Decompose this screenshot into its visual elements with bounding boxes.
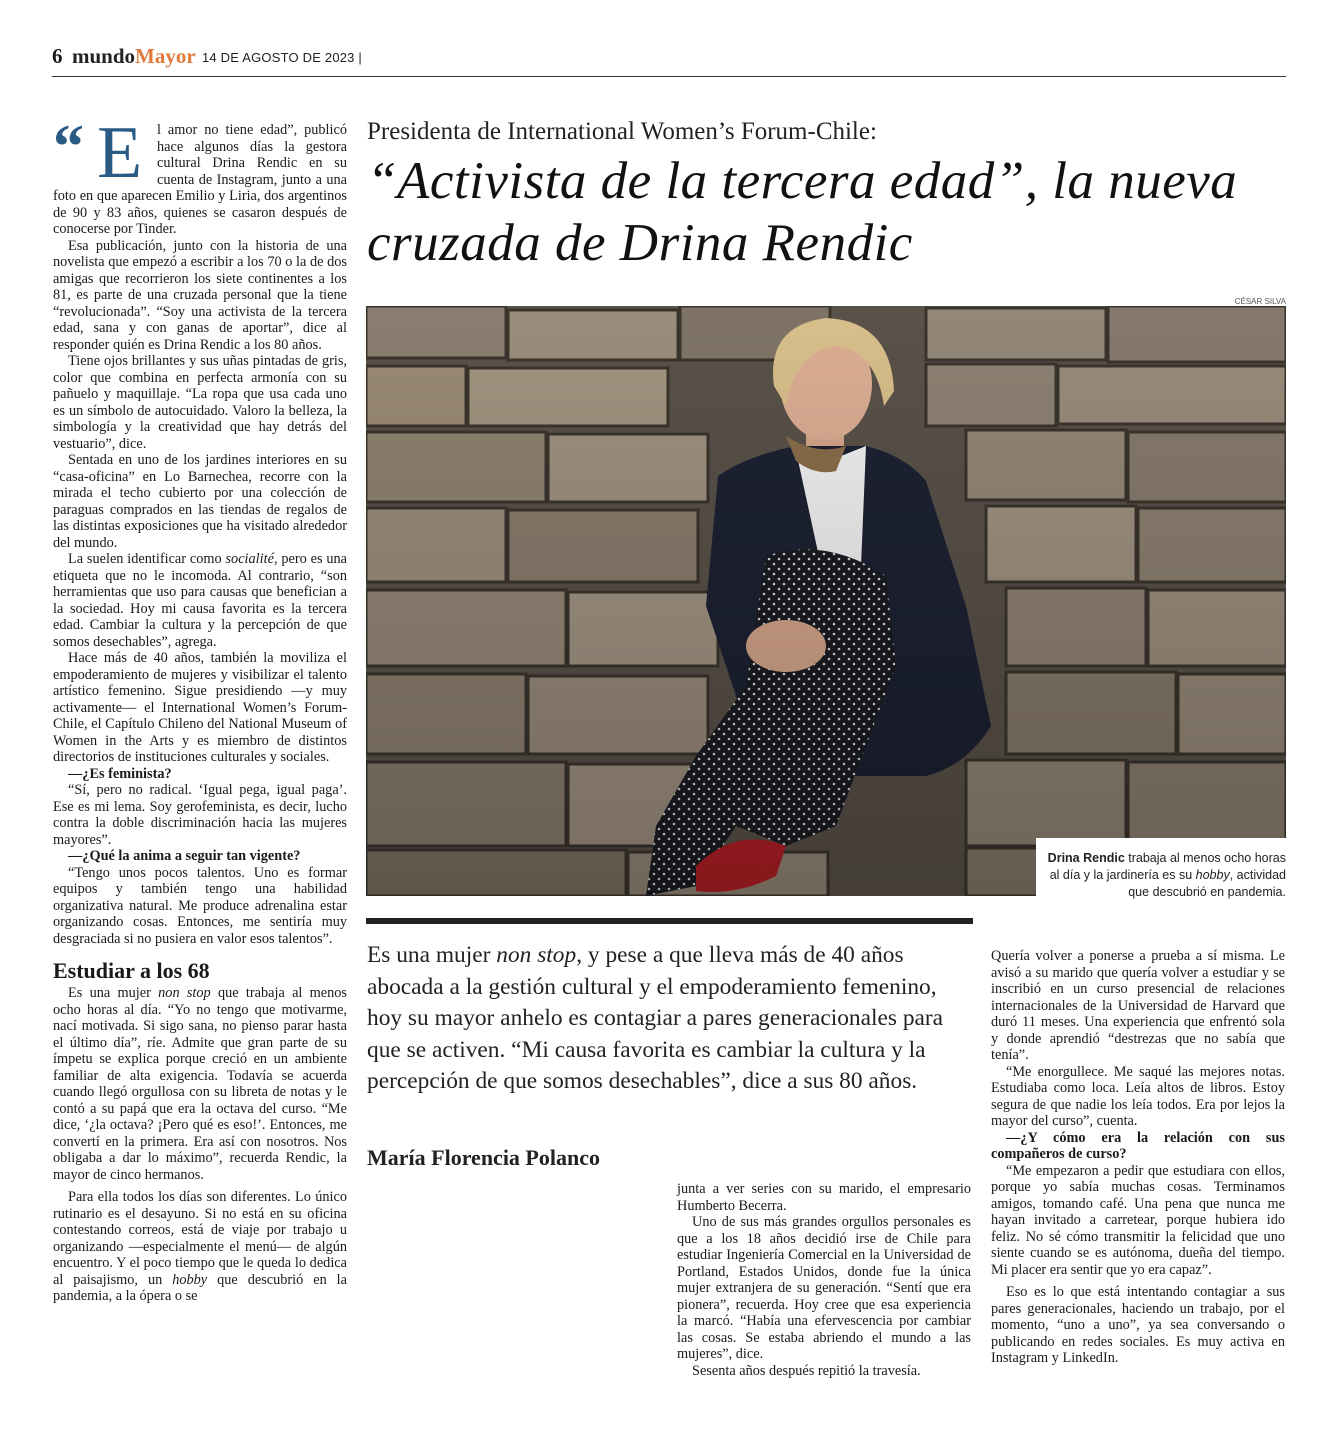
paragraph: junta a ver series con su marido, el empresario Humberto Becerra. (677, 1181, 971, 1214)
paragraph (53, 551, 347, 650)
paragraph-text: La suelen identificar como (68, 551, 226, 567)
drop-cap-letter: E (97, 112, 143, 194)
article-column-1 (53, 112, 347, 1305)
paragraph-text: Es una mujer (68, 985, 159, 1001)
photo-caption (1044, 850, 1286, 901)
caption-text: , actividad que descubrió en pandemia. (1128, 868, 1286, 899)
paragraph (53, 985, 347, 1183)
paragraph: Hace más de 40 años, también la moviliza el empoderamiento de mujeres y visibilizar el talento artístico femenino. Sigue presidiendo —y muy activamente— el International Women’s Forum-Chile, el Capítulo Chileno del National Museum of Women in the Arts y es miembro de distintos directorios de instituciones culturales y sociales. (53, 650, 347, 765)
paragraph: “Tengo unos pocos talentos. Uno es formar equipos y también tengo una habilidad organizativa natural. Me produce adrenalina estar organizando cosas. Entonces, me sentiría muy desgraciada si no pusiera en valor esos talentos”. (53, 864, 347, 947)
paragraph-text: que descubrió en la pandemia, a la ópera o se (53, 1271, 347, 1304)
caption-italic: hobby (1195, 868, 1230, 882)
deck-rule (366, 918, 973, 924)
paragraph-text: Para ella todos los días son diferentes. Lo único rutinario es el desayuno. Si no está en su oficina contestando correos, está de viaje por trabajo u organizando —especialmente el menú— de algún encuentro. Y el poco tiempo que le queda lo dedica al paisajismo, un (53, 1189, 347, 1288)
page-header (52, 40, 1286, 77)
subheading: Estudiar a los 68 (53, 958, 210, 983)
caption-text: trabaja al menos ocho horas al día y la jardinería es su (1049, 851, 1286, 882)
paragraph: Quería volver a ponerse a prueba a sí misma. Le avisó a su marido que quería volver a estudiar y se inscribió en un curso presencial de relaciones internacionales de la Universidad de Harvard que duró 11 meses. Una experiencia que enfrentó sola y donde aprendió “destrezas que no sabía que tenía”. (991, 948, 1285, 1063)
deck-text: Es una mujer (367, 942, 497, 968)
page-number: 6 (52, 44, 63, 68)
paragraph-text: que trabaja al menos ocho horas al día. “Yo no tengo que motivarme, nací motivada. Si sigo sana, no pienso parar hasta el último día”, ríe. Admite que gran parte de su ímpetu se explica porque creció en un ambiente familiar de alta exigencia. Todavía se acuerda cuando llegó orgullosa con su libreta de notas y le contó a su papá que era la octava del curso. “Me dice, ‘¿la octava? ¡Pero qué es eso!’. Entonces, me convertí en la primera. Era así con nosotros. Nos obligaba a dar lo máximo”, recuerda Rendic, la mayor de cinco hermanos. (53, 985, 347, 1183)
paragraph: Sesenta años después repitió la travesía. (692, 1362, 921, 1379)
article-photo (366, 306, 1286, 896)
article-deck (367, 940, 967, 1098)
italic-text: non stop (158, 985, 211, 1001)
paragraph: “Me enorgullece. Me saqué las mejores notas. Estudiaba como loca. Leía altos de libros. Estoy segura de que nadie los leía todos. Era por lejos la mayor del curso”, cuenta. (991, 1063, 1285, 1129)
deck-text: , y pese a que lleva más de 40 años abocada a la gestión cultural y el empoderamiento femenino, hoy su mayor anhelo es contagiar a pares generacionales para que se activen. “Mi causa favorita es cambiar la cultura y la percepción de que somos desechables”, dice a sus 80 años. (367, 942, 944, 1094)
paragraph: Uno de sus más grandes orgullos personales es que a los 18 años decidió irse de Chile para estudiar Ingeniería Comercial en la Universidad de Portland, Estados Unidos, donde fue la única mujer extranjera de su generación. “Sentí que era pionera”, recuerda. Hoy cree que esa experiencia la marcó. “Había una efervescencia por cambiar las cosas. Se estaba abriendo el mundo a las mujeres”, dice. (677, 1214, 971, 1362)
article-column-3 (991, 948, 1285, 1367)
photo-illustration (366, 306, 1286, 896)
interview-question: —¿Y cómo era la relación con sus compañeros de curso? (991, 1129, 1285, 1162)
paragraph: “Sí, pero no radical. ‘Igual pega, igual paga’. Ese es mi lema. Soy gerofeminista, es decir, lucho contra la doble discriminación hacia las mujeres mayores”. (53, 782, 347, 848)
interview-question: —¿Qué la anima a seguir tan vigente? (68, 848, 301, 864)
drop-cap-quote: “ (53, 113, 84, 181)
paragraph: Eso es lo que está intentando contagiar a sus pares generacionales, haciendo un trabajo, por el momento, “uno a uno”, ya sea conversando o publicando en redes sociales. Es muy activa en Instagram y LinkedIn. (991, 1284, 1285, 1366)
paragraph: Esa publicación, junto con la historia de una novelista que empezó a escribir a los 70 o la de dos amigas que recorrieron los siete continentes a los 81, es parte de una cruzada personal que la tiene “revolucionada”. “Soy una activista de la tercera edad, sana y con ganas de aportar”, dice al responder quién es Drina Rendic a los 80 años. (53, 237, 347, 353)
italic-text: socialité (225, 551, 274, 567)
issue-date: 14 DE AGOSTO DE 2023 | (202, 50, 363, 65)
brand-name-mundo: mundo (72, 44, 136, 68)
caption-name: Drina Rendic (1047, 851, 1125, 865)
paragraph-text: l amor no tiene edad”, publicó hace algunos días la gestora cultural Drina Rendic en su cuenta de Instagram, junto a una foto en que aparecen Emilio y Liria, dos argentinos de 90 y 83 años, quienes se casaron después de conocerse por Tinder. (53, 122, 347, 237)
italic-text: hobby (172, 1271, 208, 1288)
paragraph: Sentada en uno de los jardines interiores en su “casa-oficina” en Lo Barnechea, recorre con la mirada el techo cubierto por una colección de paraguas comprados en las tiendas de regalos de las distintas exposiciones que ha visitado alrededor del mundo. (53, 452, 347, 551)
article-kicker: Presidenta de International Women’s Forum-Chile: (367, 118, 877, 145)
article-column-2 (677, 1181, 971, 1379)
byline: María Florencia Polanco (367, 1145, 600, 1170)
paragraph (53, 1189, 347, 1305)
paragraph-text: , pero es una etiqueta que no le incomoda. Al contrario, “son herramientas que uso para causas que benefician a la sociedad. Hoy mi causa favorita es la tercera edad. Cambiar la cultura y la percepción de que somos desechables”, agrega. (53, 551, 347, 650)
article-headline: “Activista de la tercera edad”, la nueva cruzada de Drina Rendic (367, 152, 1238, 272)
paragraph (53, 112, 347, 238)
interview-question: —¿Es feminista? (68, 765, 172, 782)
paragraph: Tiene ojos brillantes y sus uñas pintadas de gris, color que combina en perfecta armonía con su pañuelo y maquillaje. “La ropa que usa cada uno es un símbolo de autocuidado. Valoro la belleza, la simbología y la creatividad que hay detrás del vestuario”, dice. (53, 353, 347, 452)
paragraph: “Me empezaron a pedir que estudiara con ellos, porque yo sabía muchas cosas. Terminamos amigos, tomando café. Una pena que nunca me hayan invitado a carretear, porque hubiera ido feliz. No sé cómo transmitir la felicidad que uno siente cuando se es autónoma, dueña del tiempo. Mi placer era sentir que yo era capaz”. (991, 1162, 1285, 1278)
deck-italic: non stop (496, 942, 577, 968)
drop-cap (53, 112, 153, 194)
photo-credit: CÉSAR SILVA (1234, 297, 1286, 306)
brand-name-mayor: Mayor (135, 44, 196, 68)
